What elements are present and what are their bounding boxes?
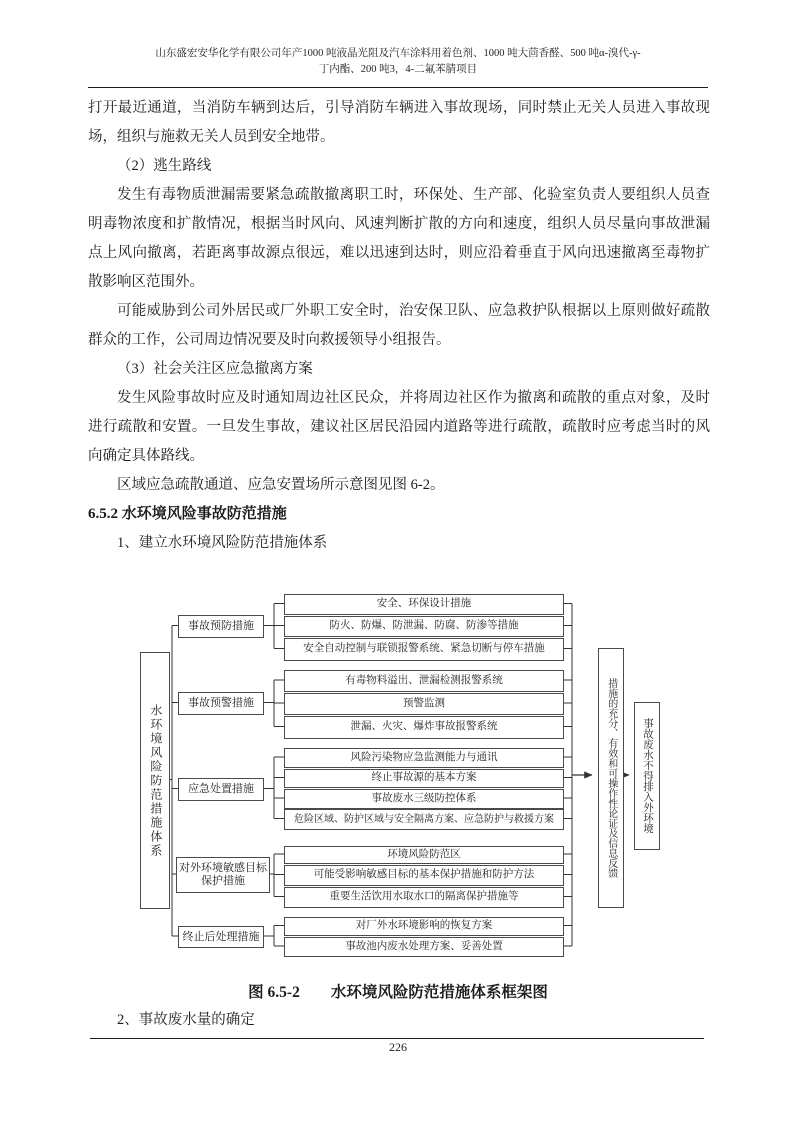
flowchart-item-box: 重要生活饮用水取水口的隔离保护措施等	[284, 887, 564, 908]
body-text	[88, 94, 710, 558]
flowchart-outcome-box-2: 事故废水不得排入外环境	[634, 702, 660, 850]
section-heading: 6.5.2 水环境风险事故防范措施	[88, 506, 287, 522]
flowchart-category-box: 对外环境敏感目标保护措施	[176, 857, 270, 893]
section-subitem-2: 2、事故废水量的确定	[117, 1012, 255, 1028]
flowchart-outcome-box-1: 措施的充分、有效和可操作性论证及信息反馈	[598, 648, 624, 908]
flowchart-category-box: 应急处置措施	[178, 778, 264, 801]
flowchart-category-box: 终止后处理措施	[178, 926, 264, 948]
flowchart-item-box: 安全、环保设计措施	[284, 594, 564, 615]
header-rule	[88, 87, 708, 88]
page-header	[88, 46, 708, 79]
flowchart-item-box: 有毒物料溢出、泄漏检测报警系统	[284, 670, 564, 692]
flowchart-item-box: 终止事故源的基本方案	[284, 769, 564, 788]
body-paragraph: （2）逃生路线	[117, 158, 212, 174]
page-number: 226	[389, 1040, 407, 1054]
flowchart-item-box: 对厂外水环境影响的恢复方案	[284, 917, 564, 936]
flowchart-item-box: 事故池内废水处理方案、妥善处置	[284, 937, 564, 957]
flowchart-item-box: 事故废水三级防控体系	[284, 789, 564, 809]
body-paragraph: 区域应急疏散通道、应急安置场所示意图见图 6-2。	[117, 477, 445, 493]
header-line-1: 山东盛宏安华化学有限公司年产1000 吨液晶光阻及汽车涂料用着色剂、1000 吨大茴香醛、500 吨α-溴代-γ-	[155, 48, 641, 59]
body-paragraph: 可能威胁到公司外居民或厂外职工安全时，治安保卫队、应急救护队根据以上原则做好疏散群众的工作，公司周边情况要及时向救援领导小组报告。	[88, 303, 710, 348]
flowchart-item-box: 可能受影响敏感目标的基本保护措施和防护方法	[284, 865, 564, 886]
flowchart-root-box: 水环境风险防范措施体系	[140, 652, 170, 909]
flowchart-item-box: 环境风险防范区	[284, 846, 564, 864]
flowchart-category-box: 事故预防措施	[178, 615, 264, 638]
figure-caption: 图 6.5-2 水环境风险防范措施体系框架图	[248, 984, 548, 1001]
footer-rule	[90, 1038, 704, 1039]
header-line-2: 丁内酯、200 吨3，4-二氟苯腈项目	[318, 64, 478, 76]
body-paragraph: 打开最近通道，当消防车辆到达后，引导消防车辆进入事故现场，同时禁止无关人员进入事故现场，组织与施救无关人员到安全地带。	[88, 100, 710, 145]
body-paragraph: 发生有毒物质泄漏需要紧急疏散撤离职工时，环保处、生产部、化验室负责人要组织人员查明毒物浓度和扩散情况，根据当时风向、风速判断扩散的方向和速度，组织人员尽量向事故泄漏点上风向撤离，若距离事故源点很远，难以迅速到达时，则应沿着垂直于风向迅速撤离至毒物扩散影响区范围外。	[88, 187, 710, 290]
body-paragraph: （3）社会关注区应急撤离方案	[117, 361, 313, 377]
flowchart-item-box: 防火、防爆、防泄漏、防腐、防渗等措施	[284, 616, 564, 637]
section-subitem-1: 1、建立水环境风险防范措施体系	[117, 535, 328, 551]
flowchart-item-box: 安全自动控制与联锁报警系统、紧急切断与停车措施	[284, 638, 564, 661]
body-paragraph: 发生风险事故时应及时通知周边社区民众，并将周边社区作为撤离和疏散的重点对象，及时进行疏散和安置。一旦发生事故，建议社区居民沿园内道路等进行疏散，疏散时应考虑当时的风向确定具体路线。	[88, 390, 710, 464]
flowchart-item-box: 泄漏、火灾、爆炸事故报警系统	[284, 716, 564, 739]
flowchart-category-box: 事故预警措施	[178, 692, 264, 715]
flowchart-item-box: 风险污染物应急监测能力与通讯	[284, 748, 564, 768]
flowchart-item-box: 危险区域、防护区域与安全隔离方案、应急防护与救援方案	[284, 809, 564, 830]
flowchart-item-box: 预警监测	[284, 693, 564, 715]
